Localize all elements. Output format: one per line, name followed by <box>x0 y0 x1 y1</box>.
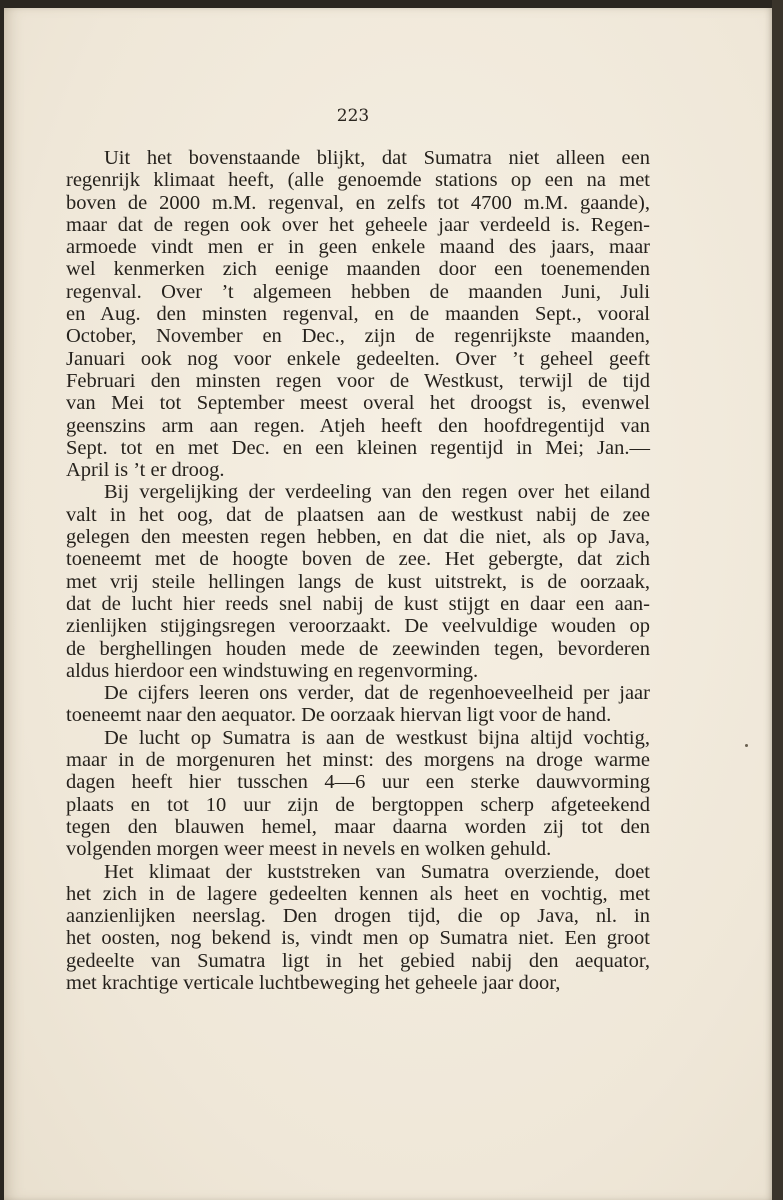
text-line: Sept. tot en met Dec. en een kleinen regentijd in Mei; Jan.— <box>66 436 650 459</box>
text-line: maar dat de regen ook over het geheele jaar verdeeld is. Regen- <box>66 213 650 236</box>
text-line: het zich in de lagere gedeelten kennen als heet en vochtig, met <box>66 882 650 905</box>
text-line: October, November en Dec., zijn de regenrijkste maanden, <box>66 325 650 348</box>
text-line: tegen den blauwen hemel, maar daarna worden zij tot den <box>66 815 650 838</box>
text-line: volgenden morgen weer meest in nevels en wolken gehuld. <box>66 838 552 861</box>
text-line: aldus hierdoor een windstuwing en regenvorming. <box>66 659 479 682</box>
text-line: aanzienlijken neerslag. Den drogen tijd, die op Java, nl. in <box>66 905 650 928</box>
text-line: plaats en tot 10 uur zijn de bergtoppen scherp afgeteekend <box>66 793 650 816</box>
text-line: gedeelte van Sumatra ligt in het gebied nabij den aequator, <box>66 949 650 972</box>
text-line: valt in het oog, dat de plaatsen aan de westkust nabij de zee <box>66 503 650 526</box>
scan-edge <box>772 0 783 1200</box>
body-text <box>66 147 650 994</box>
text-line: regenrijk klimaat heeft, (alle genoemde stations op een na met <box>66 169 650 192</box>
text-line: April is ’t er droog. <box>66 459 225 482</box>
book-page <box>4 8 772 1200</box>
text-line: het oosten, nog bekend is, vindt men op Sumatra niet. Een groot <box>66 927 650 950</box>
text-line: Bij vergelijking der verdeeling van den regen over het eiland <box>104 481 650 504</box>
text-line: armoede vindt men er in geen enkele maand des jaars, maar <box>66 236 650 259</box>
text-line: dat de lucht hier reeds snel nabij de kust stijgt en daar een aan- <box>66 592 650 615</box>
page-number: 223 <box>336 106 370 126</box>
text-line: toeneemt naar den aequator. De oorzaak hiervan ligt voor de hand. <box>66 704 612 727</box>
text-line: Februari den minsten regen voor de Westkust, terwijl de tijd <box>66 369 650 392</box>
text-line: De cijfers leeren ons verder, dat de regenhoeveelheid per jaar <box>104 682 650 705</box>
text-line: zienlijken stijgingsregen veroorzaakt. De veelvuldige wouden op <box>66 615 650 638</box>
text-line: Uit het bovenstaande blijkt, dat Sumatra niet alleen een <box>104 147 650 169</box>
text-line: de berghellingen houden mede de zeewinden tegen, bevorderen <box>66 637 650 660</box>
text-line: De lucht op Sumatra is aan de westkust bijna altijd vochtig, <box>104 726 650 749</box>
paper-speck <box>745 744 748 747</box>
text-line: Januari ook nog voor enkele gedeelten. Over ’t geheel geeft <box>66 347 650 370</box>
text-line: met vrij steile hellingen langs de kust uitstrekt, is de oorzaak, <box>66 570 650 593</box>
text-line: en Aug. den minsten regenval, en de maanden Sept., vooral <box>66 303 650 326</box>
text-line: toeneemt met de hoogte boven de zee. Het gebergte, dat zich <box>66 548 650 571</box>
text-line: regenval. Over ’t algemeen hebben de maanden Juni, Juli <box>66 280 650 303</box>
text-line: gelegen den meesten regen hebben, en dat die niet, als op Java, <box>66 526 650 549</box>
text-line: dagen heeft hier tusschen 4—6 uur een sterke dauwvorming <box>66 771 650 794</box>
text-line: boven de 2000 m.M. regenval, en zelfs tot 4700 m.M. gaande), <box>66 191 650 214</box>
text-line: van Mei tot September meest overal het droogst is, evenwel <box>66 392 650 415</box>
text-line: met krachtige verticale luchtbeweging het geheele jaar door, <box>66 971 561 994</box>
text-line: maar in de morgenuren het minst: des morgens na droge warme <box>66 749 650 772</box>
text-line: Het klimaat der kuststreken van Sumatra overziende, doet <box>104 860 650 883</box>
text-line: geenszins arm aan regen. Atjeh heeft den hoofdregentijd van <box>66 414 650 437</box>
text-line: wel kenmerken zich eenige maanden door een toenemenden <box>66 258 650 281</box>
